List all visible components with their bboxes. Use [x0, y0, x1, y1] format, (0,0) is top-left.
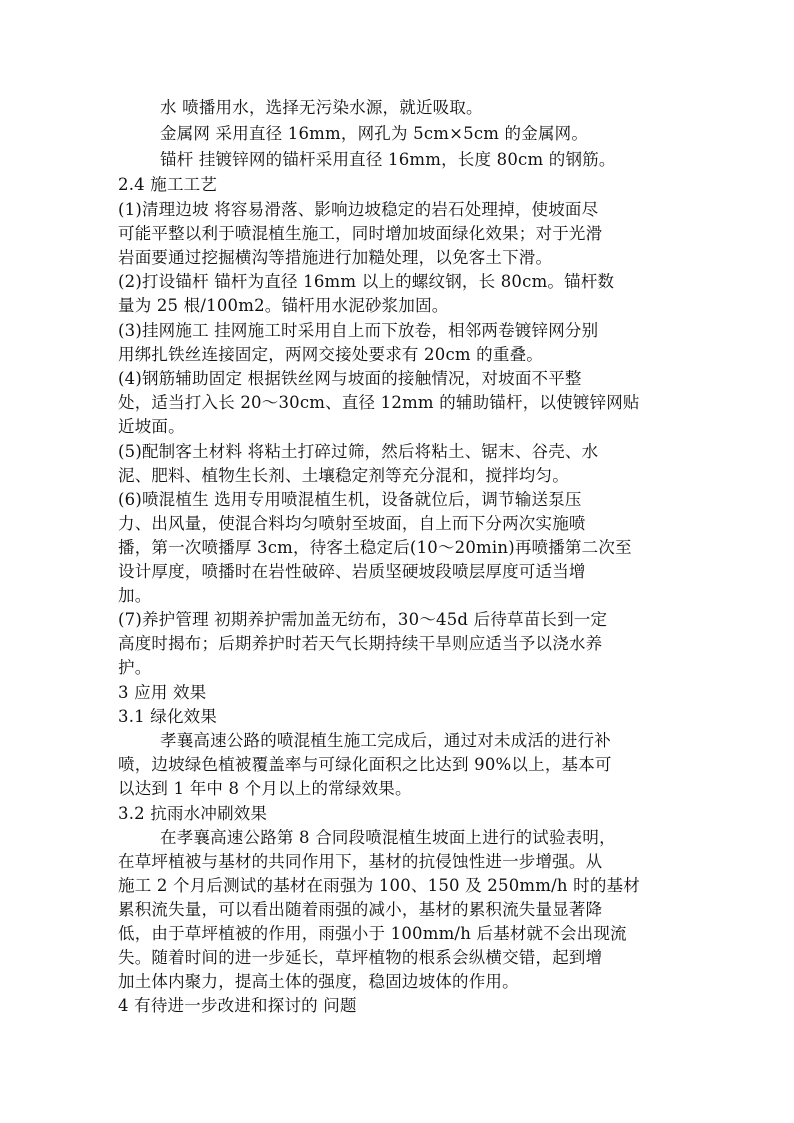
text-line: 播，第一次喷播厚 3cm，待客土稳定后(10～20min)再喷播第二次至	[118, 538, 632, 557]
text-line: 喷，边坡绿色植被覆盖率与可绿化面积之比达到 90%以上，基本可	[118, 755, 612, 774]
text-line: (1)清理边坡 将容易滑落、影响边坡稳定的岩石处理掉，使坡面尽	[118, 200, 599, 219]
text-line: 设计厚度，喷播时在岩性破碎、岩质坚硬坡段喷层厚度可适当增	[118, 562, 586, 581]
section-heading-3: 3 应用 效果	[118, 683, 207, 702]
text-line: 岩面要通过挖掘横沟等措施进行加糙处理，以免客土下滑。	[118, 248, 553, 267]
text-line: 加土体内聚力，提高土体的强度，稳固边坡体的作用。	[118, 972, 519, 991]
text-line: 近坡面。	[118, 417, 185, 436]
text-line: (7)养护管理 初期养护需加盖无纺布，30～45d 后待草苗长到一定	[118, 610, 608, 629]
text-line: 失。随着时间的进一步延长，草坪植物的根系会纵横交错，起到增	[118, 948, 603, 967]
text-line: (5)配制客土材料 将粘土打碎过筛，然后将粘土、锯末、谷壳、水	[118, 442, 599, 461]
text-line: 处，适当打入长 20～30cm、直径 12mm 的辅助锚杆，以使镀锌网贴	[118, 393, 640, 412]
text-line-anchor: 锚杆 挂镀锌网的锚杆采用直径 16mm，长度 80cm 的钢筋。	[160, 150, 616, 169]
text-line: 护。	[118, 658, 152, 677]
text-line: (2)打设锚杆 锚杆为直径 16mm 以上的螺纹钢，长 80cm。锚杆数	[118, 272, 615, 291]
text-line: 在孝襄高速公路第 8 合同段喷混植生坡面上进行的试验表明，	[160, 828, 616, 847]
section-heading-4: 4 有待进一步改进和探讨的 问题	[118, 996, 357, 1015]
text-line: 施工 2 个月后测试的基材在雨强为 100、150 及 250mm/h 时的基材	[118, 876, 640, 895]
text-line: 泥、肥料、植物生长剂、土壤稳定剂等充分混和，搅拌均匀。	[118, 466, 569, 485]
text-line: 低，由于草坪植被的作用，雨强小于 100mm/h 后基材就不会出现流	[118, 924, 627, 943]
text-line: 可能平整以利于喷混植生施工，同时增加坡面绿化效果；对于光滑	[118, 224, 603, 243]
text-line: 以达到 1 年中 8 个月以上的常绿效果。	[118, 779, 412, 798]
text-line: 在草坪植被与基材的共同作用下，基材的抗侵蚀性进一步增强。从	[118, 852, 603, 871]
text-line: (6)喷混植生 选用专用喷混植生机，设备就位后，调节输送泵压	[118, 490, 582, 509]
text-line: 高度时揭布；后期养护时若天气长期持续干旱则应适当予以浇水养	[118, 634, 603, 653]
text-line: (4)钢筋辅助固定 根据铁丝网与坡面的接触情况，对坡面不平整	[118, 369, 582, 388]
text-line-water: 水 喷播用水，选择无污染水源，就近吸取。	[160, 98, 483, 117]
text-line: 用绑扎铁丝连接固定，两网交接处要求有 20cm 的重叠。	[118, 345, 543, 364]
text-line: 孝襄高速公路的喷混植生施工完成后，通过对未成活的进行补	[160, 731, 611, 750]
text-line: 加。	[118, 586, 152, 605]
section-heading-3-2: 3.2 抗雨水冲刷效果	[118, 804, 268, 823]
text-line-metal-mesh: 金属网 采用直径 16mm，网孔为 5cm×5cm 的金属网。	[160, 124, 589, 143]
section-heading-2-4: 2.4 施工工艺	[118, 175, 218, 194]
text-line: 累积流失量，可以看出随着雨强的减小，基材的累积流失量显著降	[118, 900, 603, 919]
text-line: 量为 25 根/100m2。锚杆用水泥砂浆加固。	[118, 296, 449, 315]
text-line: (3)挂网施工 挂网施工时采用自上而下放卷，相邻两卷镀锌网分别	[118, 321, 599, 340]
section-heading-3-1: 3.1 绿化效果	[118, 707, 218, 726]
text-line: 力、出风量，使混合料均匀喷射至坡面，自上而下分两次实施喷	[118, 514, 586, 533]
